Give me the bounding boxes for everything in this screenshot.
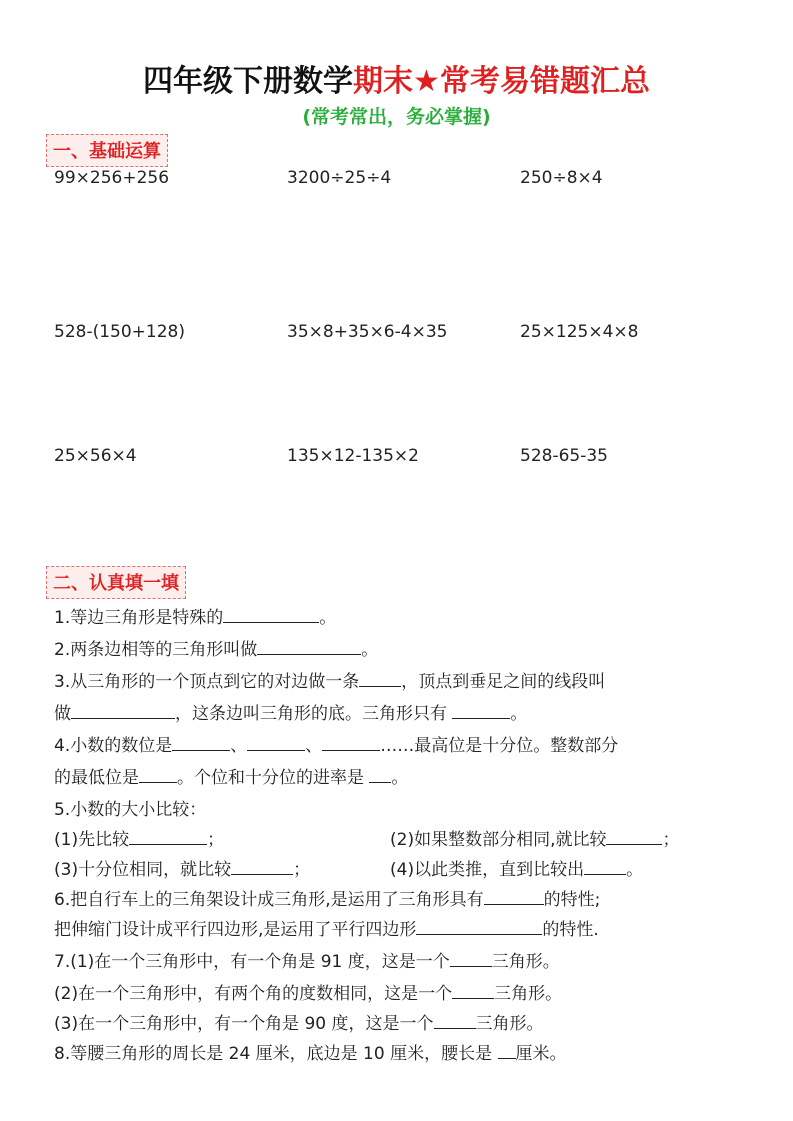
question-7-line-3 bbox=[54, 1014, 544, 1034]
question-5-line-2-left bbox=[54, 860, 310, 880]
question-text: (4)以此类推，直到比较出 bbox=[390, 860, 585, 880]
question-5-line-2-right bbox=[390, 860, 643, 880]
question-4-line-2 bbox=[54, 768, 408, 788]
question-text: ，这条边叫三角形的底。三角形只有 bbox=[175, 704, 453, 724]
question-text: 。个位和十分位的进率是 bbox=[177, 768, 370, 788]
answer-blank[interactable] bbox=[584, 860, 626, 875]
question-text: 1.等边三角形是特殊的 bbox=[54, 608, 224, 628]
calc-problem-5: 35×8+35×6-4×35 bbox=[287, 322, 448, 342]
question-text: (1)先比较 bbox=[54, 830, 130, 850]
question-text: 。 bbox=[391, 768, 409, 788]
answer-blank[interactable] bbox=[139, 768, 177, 783]
calc-problem-1: 99×256+256 bbox=[54, 168, 170, 188]
calc-problem-4: 528-(150+128) bbox=[54, 322, 185, 342]
question-4-line-1 bbox=[54, 736, 618, 756]
section-heading-basic-calc: 一、基础运算 bbox=[46, 134, 168, 167]
page-title bbox=[0, 56, 793, 100]
answer-blank[interactable] bbox=[247, 736, 305, 751]
calc-problem-7: 25×56×4 bbox=[54, 446, 137, 466]
question-6-line-1 bbox=[54, 890, 600, 910]
answer-blank[interactable] bbox=[129, 830, 207, 845]
question-text: ，顶点到垂足之间的线段叫 bbox=[401, 672, 606, 692]
answer-blank[interactable] bbox=[172, 736, 230, 751]
question-5-heading bbox=[54, 800, 206, 820]
answer-blank[interactable] bbox=[450, 952, 492, 967]
question-text: ； bbox=[662, 830, 680, 850]
question-2-line bbox=[54, 640, 378, 660]
question-text: 2.两条边相等的三角形叫做 bbox=[54, 640, 258, 660]
answer-blank[interactable] bbox=[498, 1044, 516, 1059]
answer-blank[interactable] bbox=[359, 672, 401, 687]
answer-blank[interactable] bbox=[322, 736, 380, 751]
calc-problem-8: 135×12-135×2 bbox=[287, 446, 419, 466]
question-text: (3)十分位相同，就比较 bbox=[54, 860, 232, 880]
question-text: 的最低位是 bbox=[54, 768, 139, 788]
question-text: 4.小数的数位是 bbox=[54, 736, 173, 756]
answer-blank[interactable] bbox=[606, 830, 662, 845]
question-text: 厘米。 bbox=[515, 1044, 567, 1064]
title-part-1: 四年级下册数学 bbox=[143, 64, 354, 99]
answer-blank[interactable] bbox=[434, 1014, 476, 1029]
answer-blank[interactable] bbox=[223, 608, 319, 623]
question-text: 的特性. bbox=[542, 920, 599, 940]
question-text: 、 bbox=[305, 736, 323, 756]
question-text: 。 bbox=[510, 704, 528, 724]
section-heading-fill-in: 二、认真填一填 bbox=[46, 566, 186, 599]
answer-blank[interactable] bbox=[257, 640, 361, 655]
question-3-line-1 bbox=[54, 672, 605, 692]
question-text: ……最高位是十分位。整数部分 bbox=[380, 736, 619, 756]
question-3-line-2 bbox=[54, 704, 527, 724]
title-part-2: 期末★常考易错题汇总 bbox=[353, 64, 650, 99]
question-6-line-2 bbox=[54, 920, 599, 940]
question-8-line bbox=[54, 1044, 567, 1064]
question-text: 的特性; bbox=[543, 890, 601, 910]
question-5-line-1-left bbox=[54, 830, 224, 850]
question-5-line-1-right bbox=[390, 830, 679, 850]
answer-blank[interactable] bbox=[452, 984, 494, 999]
question-text: (2)如果整数部分相同,就比较 bbox=[390, 830, 607, 850]
answer-blank[interactable] bbox=[231, 860, 293, 875]
page-subtitle: (常考常出，务必掌握) bbox=[302, 106, 491, 128]
answer-blank[interactable] bbox=[71, 704, 175, 719]
question-7-line-2 bbox=[54, 984, 562, 1004]
question-text: 。 bbox=[626, 860, 644, 880]
question-1-line bbox=[54, 608, 336, 628]
calc-problem-3: 250÷8×4 bbox=[520, 168, 603, 188]
answer-blank[interactable] bbox=[484, 890, 544, 905]
question-text: 。 bbox=[361, 640, 379, 660]
question-text: (3)在一个三角形中，有一个角是 90 度，这是一个 bbox=[54, 1014, 434, 1034]
question-text: (2)在一个三角形中，有两个角的度数相同，这是一个 bbox=[54, 984, 453, 1004]
question-7-line-1 bbox=[54, 952, 560, 972]
question-text: ； bbox=[293, 860, 311, 880]
question-text: 5.小数的大小比较： bbox=[54, 800, 207, 820]
answer-blank[interactable] bbox=[452, 704, 510, 719]
question-text: 。 bbox=[319, 608, 337, 628]
question-text: 6.把自行车上的三角架设计成三角形,是运用了三角形具有 bbox=[54, 890, 484, 910]
question-text: 三角形。 bbox=[494, 984, 563, 1004]
question-text: 三角形。 bbox=[475, 1014, 544, 1034]
question-text: 7.(1)在一个三角形中，有一个角是 91 度，这是一个 bbox=[54, 952, 450, 972]
question-text: ； bbox=[207, 830, 225, 850]
calc-problem-2: 3200÷25÷4 bbox=[287, 168, 392, 188]
question-text: 、 bbox=[230, 736, 248, 756]
answer-blank[interactable] bbox=[416, 920, 542, 935]
question-text: 三角形。 bbox=[491, 952, 560, 972]
question-text: 3.从三角形的一个顶点到它的对边做一条 bbox=[54, 672, 360, 692]
calc-problem-9: 528-65-35 bbox=[520, 446, 608, 466]
question-text: 把伸缩门设计成平行四边形,是运用了平行四边形 bbox=[54, 920, 417, 940]
question-text: 8.等腰三角形的周长是 24 厘米，底边是 10 厘米，腰长是 bbox=[54, 1044, 498, 1064]
calc-problem-6: 25×125×4×8 bbox=[520, 322, 639, 342]
answer-blank[interactable] bbox=[369, 768, 391, 783]
question-text: 做 bbox=[54, 704, 71, 724]
